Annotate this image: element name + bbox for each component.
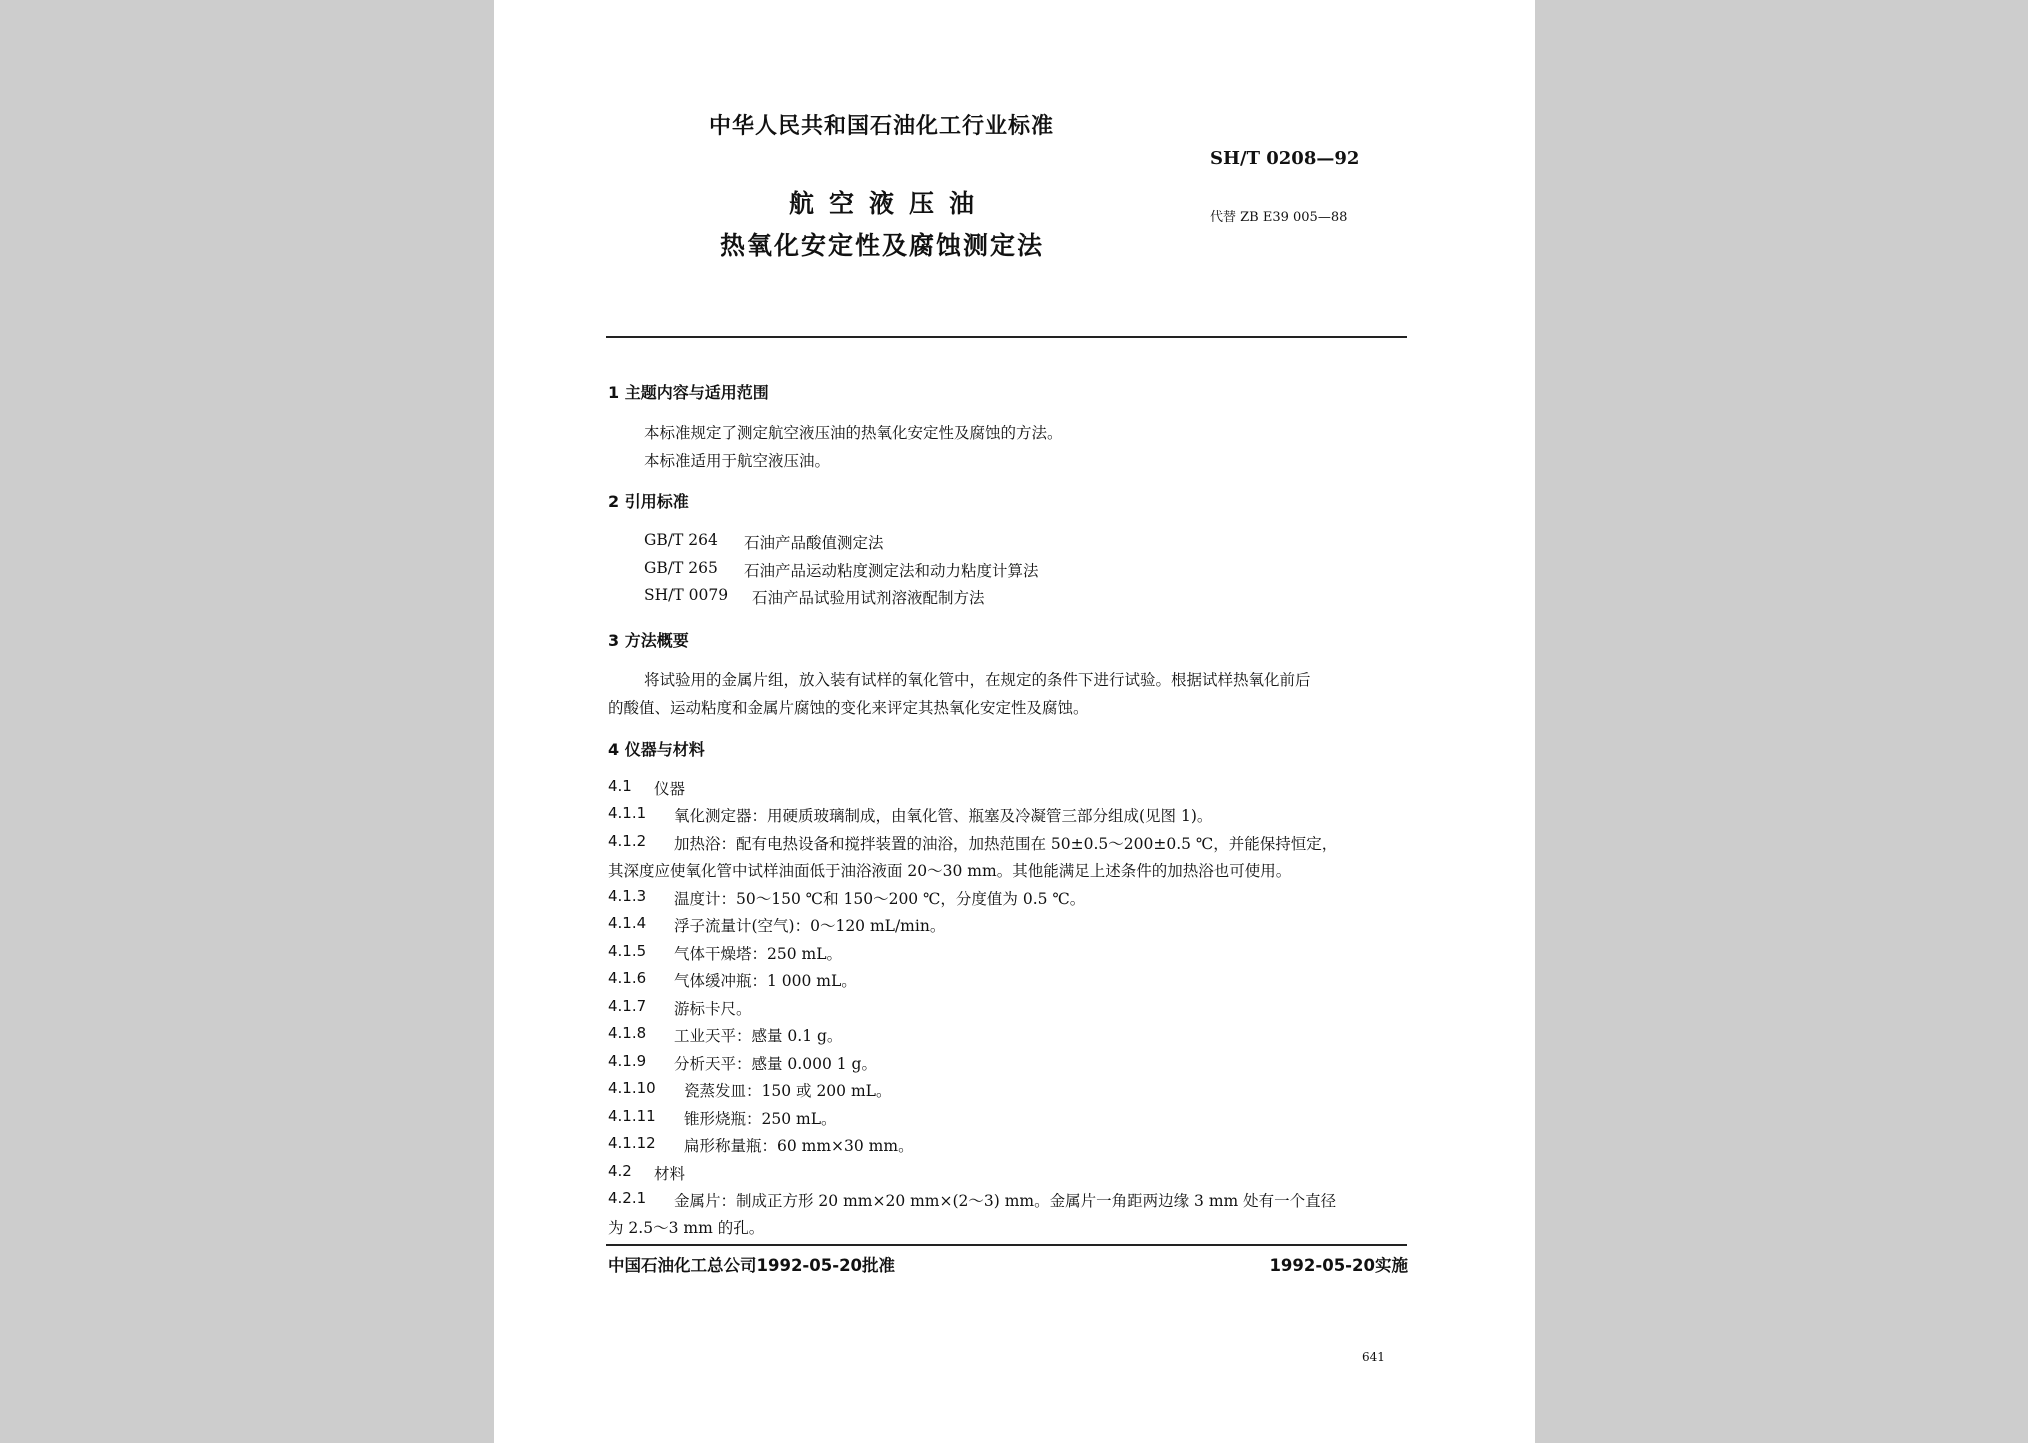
item-text: 游标卡尺。 — [674, 1000, 752, 1018]
footer-rule — [606, 1244, 1407, 1246]
item-number: 4.2.1 — [608, 1189, 647, 1207]
item-text-continuation: 为 2.5～3 mm 的孔。 — [608, 1219, 765, 1237]
section-3-line-2: 的酸值、运动粘度和金属片腐蚀的变化来评定其热氧化安定性及腐蚀。 — [608, 699, 1089, 717]
subsection-number: 4.1 — [608, 777, 632, 795]
page-number: 641 — [1362, 1350, 1385, 1364]
item-text: 瓷蒸发皿：150 或 200 mL。 — [684, 1082, 892, 1100]
subsection-title: 材料 — [654, 1165, 686, 1183]
item-text: 气体干燥塔：250 mL。 — [674, 945, 843, 963]
item-text: 扁形称量瓶：60 mm×30 mm。 — [684, 1137, 914, 1155]
reference-code: SH/T 0079 — [644, 586, 729, 604]
item-text: 温度计：50～150 ℃和 150～200 ℃，分度值为 0.5 ℃。 — [674, 890, 1086, 908]
section-1-paragraph-1: 本标准规定了测定航空液压油的热氧化安定性及腐蚀的方法。 — [644, 424, 1063, 442]
section-3-heading: 3 方法概要 — [608, 631, 689, 650]
standard-code: SH/T 0208—92 — [1210, 148, 1360, 169]
item-text: 金属片：制成正方形 20 mm×20 mm×(2～3) mm。金属片一角距两边缘 3 mm 处有一个直径 — [674, 1192, 1337, 1210]
reference-title: 石油产品运动粘度测定法和动力粘度计算法 — [744, 562, 1039, 580]
item-text: 气体缓冲瓶：1 000 mL。 — [674, 972, 857, 990]
implementation-note: 1992-05-20实施 — [1269, 1256, 1408, 1275]
reference-code: GB/T 264 — [644, 531, 718, 549]
item-number: 4.1.1 — [608, 804, 647, 822]
header-rule — [606, 336, 1407, 338]
item-number: 4.1.6 — [608, 969, 647, 987]
reference-title: 石油产品试验用试剂溶液配制方法 — [752, 589, 985, 607]
section-2-heading: 2 引用标准 — [608, 492, 689, 511]
item-number: 4.1.2 — [608, 832, 647, 850]
title-line-1: 航空液压油 — [789, 189, 990, 218]
issuing-organization: 中华人民共和国石油化工行业标准 — [709, 114, 1055, 139]
reference-code: GB/T 265 — [644, 559, 718, 577]
document-page — [494, 0, 1535, 1443]
item-text-continuation: 其深度应使氧化管中试样油面低于油浴液面 20～30 mm。其他能满足上述条件的加热浴也可使用。 — [608, 862, 1292, 880]
approval-note: 中国石油化工总公司1992-05-20批准 — [608, 1256, 896, 1275]
item-text: 锥形烧瓶：250 mL。 — [684, 1110, 837, 1128]
reference-title: 石油产品酸值测定法 — [744, 534, 884, 552]
subsection-title: 仪器 — [654, 780, 686, 798]
item-number: 4.1.11 — [608, 1107, 656, 1125]
item-text: 分析天平：感量 0.000 1 g。 — [674, 1055, 877, 1073]
section-4-heading: 4 仪器与材料 — [608, 740, 705, 759]
item-text: 加热浴：配有电热设备和搅拌装置的油浴，加热范围在 50±0.5～200±0.5 ℃，并能保持恒定， — [674, 835, 1338, 853]
item-number: 4.1.5 — [608, 942, 647, 960]
item-number: 4.1.9 — [608, 1052, 647, 1070]
item-text: 浮子流量计(空气)：0～120 mL/min。 — [674, 917, 946, 935]
item-number: 4.1.8 — [608, 1024, 647, 1042]
title-line-2: 热氧化安定性及腐蚀测定法 — [720, 231, 1045, 260]
section-3-line-1: 将试验用的金属片组，放入装有试样的氧化管中，在规定的条件下进行试验。根据试样热氧化前后 — [644, 671, 1311, 689]
section-1-paragraph-2: 本标准适用于航空液压油。 — [644, 452, 831, 470]
subsection-number: 4.2 — [608, 1162, 632, 1180]
item-number: 4.1.7 — [608, 997, 647, 1015]
item-text: 氧化测定器：用硬质玻璃制成，由氧化管、瓶塞及冷凝管三部分组成(见图 1)。 — [674, 807, 1213, 825]
item-number: 4.1.4 — [608, 914, 647, 932]
replaces-note: 代替 ZB E39 005—88 — [1210, 210, 1348, 225]
item-number: 4.1.3 — [608, 887, 647, 905]
item-text: 工业天平：感量 0.1 g。 — [674, 1027, 843, 1045]
item-number: 4.1.10 — [608, 1079, 656, 1097]
item-number: 4.1.12 — [608, 1134, 656, 1152]
section-1-heading: 1 主题内容与适用范围 — [608, 383, 769, 402]
